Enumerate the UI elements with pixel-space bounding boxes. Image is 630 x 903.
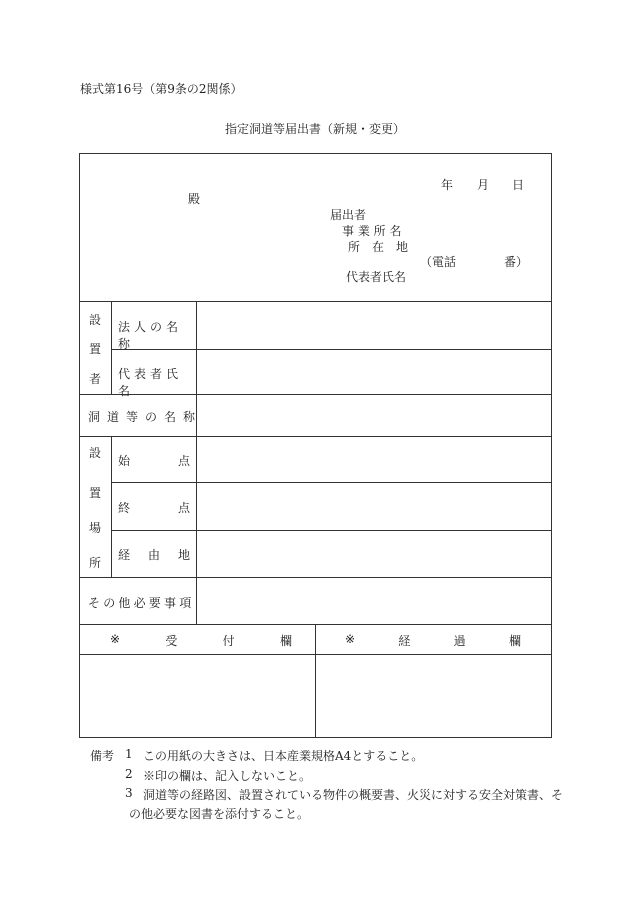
note-text: 洞道等の経路図、設置されている物件の概要書、火災に対する安全対策書、そ (143, 788, 564, 802)
note-number: 3 (125, 786, 133, 800)
label-char: 由 (147, 548, 160, 562)
note-text: この用紙の大きさは、日本産業規格A4とすること。 (143, 749, 424, 763)
note-number: 1 (125, 747, 133, 761)
label-char: 受 (165, 634, 178, 648)
phone-open: （電話 (420, 255, 457, 269)
label-char: 欄 (508, 634, 521, 648)
label-char: 始 (118, 454, 131, 468)
date-day: 日 (512, 178, 525, 192)
form-number: 様式第16号（第9条の2関係） (80, 82, 243, 96)
location-group-char: 置 (88, 486, 101, 500)
divider (79, 577, 552, 578)
rep-name-label: 代表者氏名 (118, 367, 183, 398)
office-name-label: 事 業 所 名 (342, 224, 402, 238)
label-char: 経 (398, 634, 411, 648)
label-char: 欄 (279, 634, 292, 648)
label-char: 終 (118, 501, 131, 515)
notes-heading: 備考 (90, 749, 115, 763)
label-char: 地 (177, 548, 190, 562)
location-group-char: 設 (88, 446, 101, 460)
phone-close: 番） (504, 255, 529, 269)
divider (111, 301, 112, 394)
notifier-label: 届出者 (330, 208, 367, 222)
installer-group-char: 置 (88, 342, 101, 356)
other-items-label: その他必要事項 (88, 596, 195, 610)
label-char: 経 (118, 548, 131, 562)
label-char: 付 (222, 634, 235, 648)
tunnel-name-label: 洞道等の名称 (88, 410, 203, 424)
note-number: 2 (125, 767, 133, 781)
document-title: 指定洞道等届出書（新規・変更） (224, 122, 405, 136)
divider (79, 436, 552, 437)
corp-name-label: 法人の名称 (118, 320, 183, 351)
label-char: 点 (177, 454, 190, 468)
location-group-char: 場 (88, 521, 101, 535)
date-month: 月 (477, 178, 490, 192)
start-point-label (118, 452, 190, 469)
progress-header (345, 632, 521, 649)
divider (111, 530, 552, 531)
installer-group-char: 者 (88, 372, 101, 386)
via-point-label (118, 546, 190, 563)
reception-header (110, 632, 292, 649)
label-char: 過 (453, 634, 466, 648)
location-label: 所 在 地 (348, 240, 409, 254)
reference-mark: ※ (345, 632, 356, 646)
addressee: 殿 (188, 192, 201, 206)
installer-group-char: 設 (88, 313, 101, 327)
divider (111, 482, 552, 483)
divider (196, 301, 197, 624)
note-text: ※印の欄は、記入しないこと。 (143, 769, 312, 783)
location-group-char: 所 (88, 556, 101, 570)
note-continuation: の他必要な図書を添付すること。 (129, 807, 310, 821)
label-char: 点 (177, 501, 190, 515)
reference-mark: ※ (110, 632, 121, 646)
divider (79, 301, 552, 302)
representative-label: 代表者氏名 (346, 270, 407, 284)
date-year: 年 (441, 178, 454, 192)
divider (111, 436, 112, 577)
divider (315, 624, 316, 738)
end-point-label (118, 499, 190, 516)
